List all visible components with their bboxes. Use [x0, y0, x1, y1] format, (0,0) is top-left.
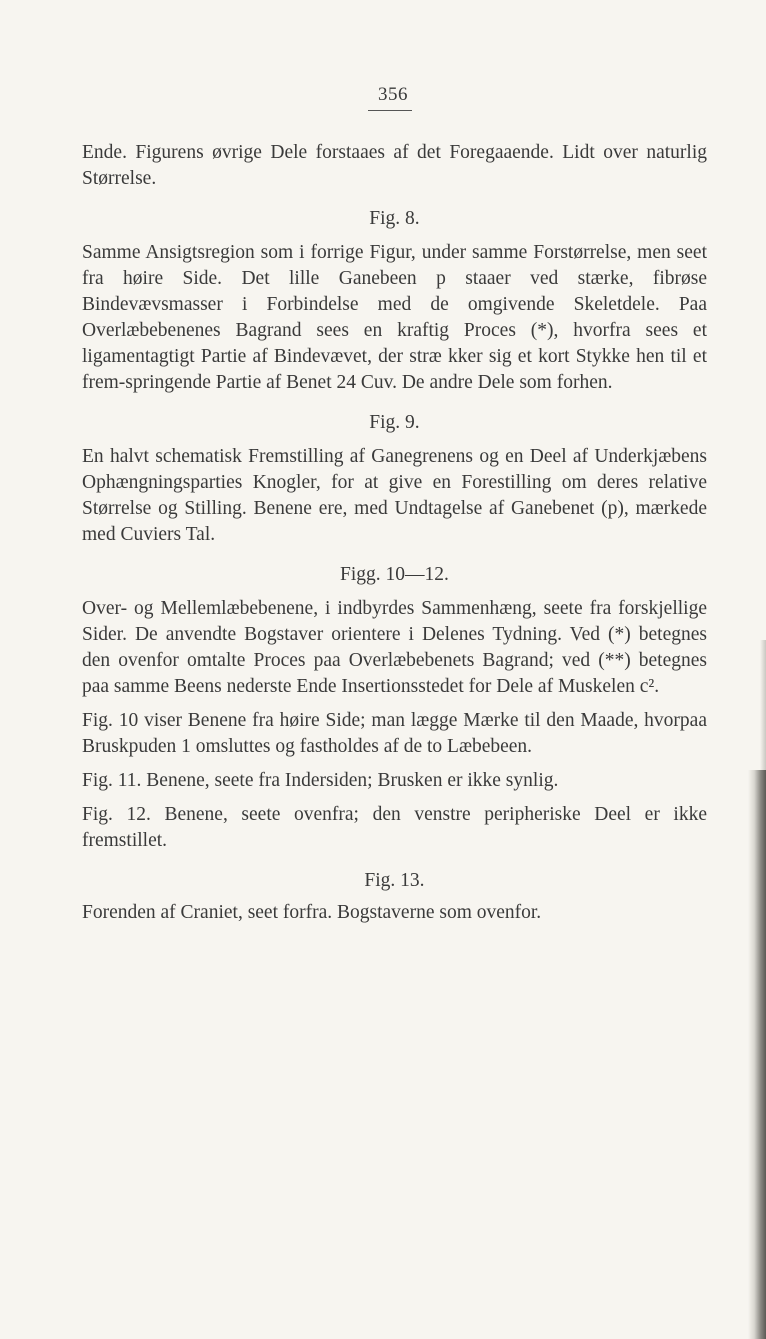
- fig-8-caption: Samme Ansigtsregion som i forrige Figur, under samme Forstørrelse, men seet fra høire Side. Det lille Ganebeen p staaer ved stærke, fibrøse Bindevævsmasser i Forbindelse med de omgivende Skeletdele. Paa Overlæbebenenes Bagrand sees en kraftig Proces (*), hvorfra sees et ligamentagtigt Partie af Bindevævet, der stræ kker sig et kort Stykke hen til et frem-springende Partie af Benet 24 Cuv. De andre Dele som forhen.: [82, 242, 707, 393]
- fig-10-caption: Fig. 10 viser Benene fra høire Side; man lægge Mærke til den Maade, hvorpaa Bruskpuden 1 omsluttes og fastholdes af de to Læbebeen.: [82, 710, 707, 757]
- fig-8-heading: Fig. 8.: [369, 208, 420, 229]
- fig-9-caption: En halvt schematisk Fremstilling af Ganegrenens og en Deel af Underkjæbens Ophængningsparties Knogler, for at give en Forestilling om deres relative Størrelse og Stilling. Benene ere, med Undtagelse af Ganebenet (p), mærkede med Cuviers Tal.: [82, 446, 707, 545]
- body-text: [82, 140, 707, 926]
- page-edge-shadow-top: [760, 640, 766, 770]
- fig-13-caption: Forenden af Craniet, seet forfra. Bogstaverne som ovenfor.: [82, 902, 542, 923]
- fig-13-heading: Fig. 13.: [364, 870, 425, 891]
- fig-9-heading: Fig. 9.: [369, 412, 420, 433]
- fig-12-caption: Fig. 12. Benene, seete ovenfra; den venstre peripheriske Deel er ikke fremstillet.: [82, 804, 707, 851]
- page-edge-shadow: [748, 770, 766, 1339]
- fig-11-caption: Fig. 11. Benene, seete fra Indersiden; Brusken er ikke synlig.: [82, 770, 559, 791]
- fig-10-12-caption: Over- og Mellemlæbebenene, i indbyrdes Sammenhæng, seete fra forskjellige Sider. De anvendte Bogstaver orientere i Delenes Tydning. Ved (*) betegnes den ovenfor omtalte Proces paa Overlæbebenets Bagrand; ved (**) betegnes paa samme Beens nederste Ende Insertionsstedet for Dele af Muskelen c².: [82, 598, 707, 697]
- fig-10-12-heading: Figg. 10—12.: [340, 564, 449, 585]
- intro-paragraph: Ende. Figurens øvrige Dele forstaaes af det Foregaaende. Lidt over naturlig Størrelse.: [82, 142, 707, 189]
- page-number: 356: [378, 84, 408, 105]
- page-number-underline: [368, 110, 412, 111]
